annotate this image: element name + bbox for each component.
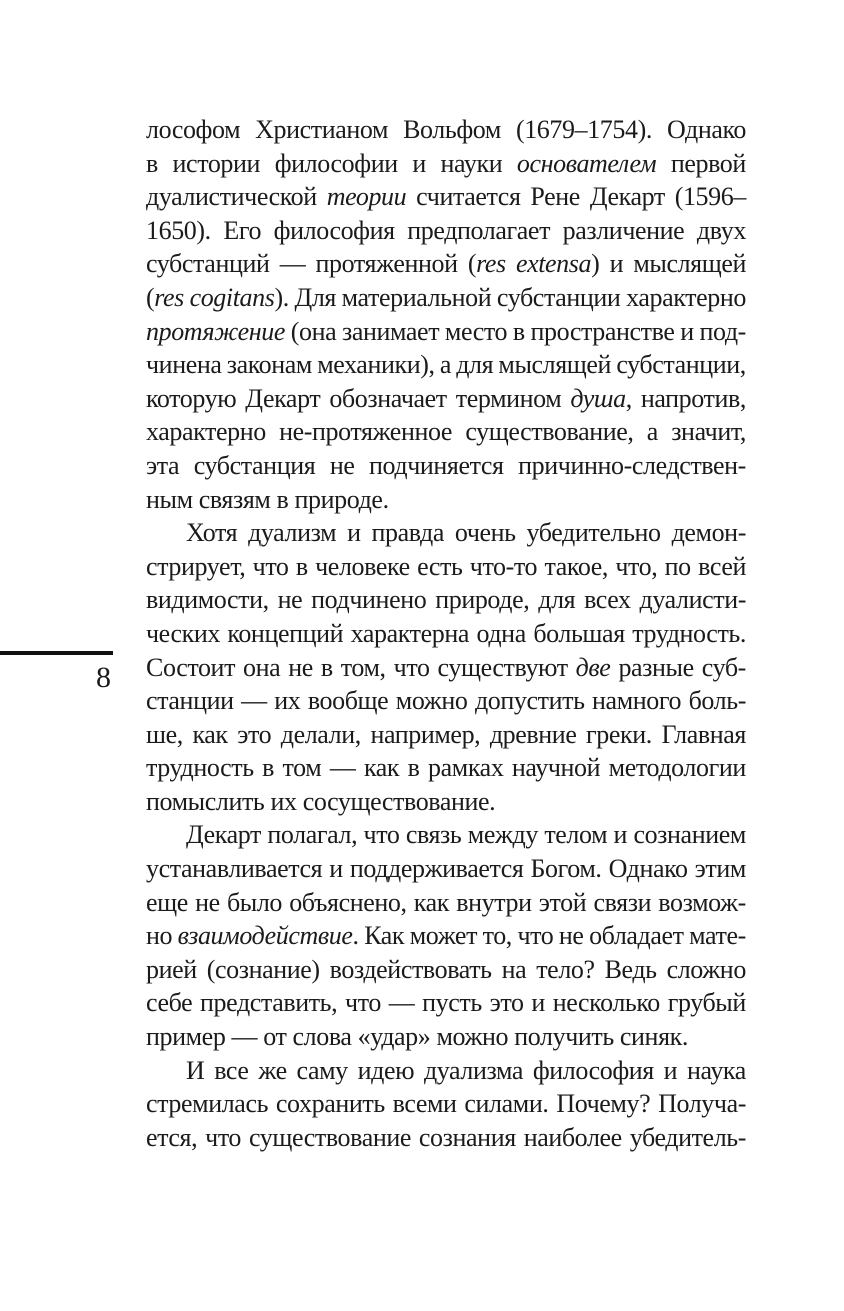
text-line: субстанций — протяженной (res extensa) и мыслящей <box>146 249 746 279</box>
text-line: но взаимодействие. Как может то, что не обладает мате- <box>146 921 746 951</box>
text-line: себе представить, что — пусть это и несколько грубый <box>146 988 746 1018</box>
text-line: чинена законам механики), а для мыслящей субстанции, <box>146 350 746 380</box>
text-line: ным связям в природе. <box>146 484 389 514</box>
text-block <box>146 113 746 1154</box>
text-line: характерно не-протяженное существование, а значит, <box>146 417 746 447</box>
text-line: пример — от слова «удар» можно получить синяк. <box>146 1022 688 1052</box>
text-line: ше, как это делали, например, древние греки. Главная <box>146 719 746 749</box>
text-line: трудность в том — как в рамках научной методологии <box>146 753 746 783</box>
text-line: Декарт полагал, что связь между телом и сознанием <box>186 820 746 850</box>
folio-rule <box>0 651 113 655</box>
text-line: в истории философии и науки основателем первой <box>146 148 746 178</box>
text-line: Хотя дуализм и правда очень убедительно демон- <box>186 518 746 548</box>
text-line: помыслить их сосуществование. <box>146 786 496 816</box>
text-line: ется, что существование сознания наиболее убедитель- <box>146 1122 746 1152</box>
text-line: которую Декарт обозначает термином душа, напротив, <box>146 383 746 413</box>
text-line: станции — их вообще можно допустить намного боль- <box>146 686 746 716</box>
text-line: стремилась сохранить всеми силами. Почему? Получа- <box>146 1089 746 1119</box>
text-line: устанавливается и поддерживается Богом. Однако этим <box>146 854 746 884</box>
text-line: 1650). Его философия предполагает различение двух <box>146 215 746 245</box>
text-line: Состоит она не в том, что существуют две разные суб- <box>146 652 746 682</box>
text-line: дуалистической теории считается Рене Декарт (1596– <box>146 182 746 212</box>
text-line: видимости, не подчинено природе, для всех дуалисти- <box>146 585 746 615</box>
text-line: еще не было объяснено, как внутри этой связи возмож- <box>146 887 746 917</box>
text-line: эта субстанция не подчиняется причинно-следствен- <box>146 450 746 480</box>
text-line: рией (сознание) воздействовать на тело? Ведь сложно <box>146 954 746 984</box>
text-line: протяжение (она занимает место в пространстве и под- <box>146 316 746 346</box>
text-line: лософом Христианом Вольфом (1679–1754). Однако <box>146 115 746 144</box>
text-line: ческих концепций характерна одна большая трудность. <box>146 618 746 648</box>
text-line: И все же саму идею дуализма философия и наука <box>186 1055 746 1085</box>
text-line: (res cogitans). Для материальной субстанции характерно <box>146 282 746 312</box>
page-number: 8 <box>96 661 111 694</box>
text-line: стрирует, что в человеке есть что-то такое, что, по всей <box>146 551 746 581</box>
